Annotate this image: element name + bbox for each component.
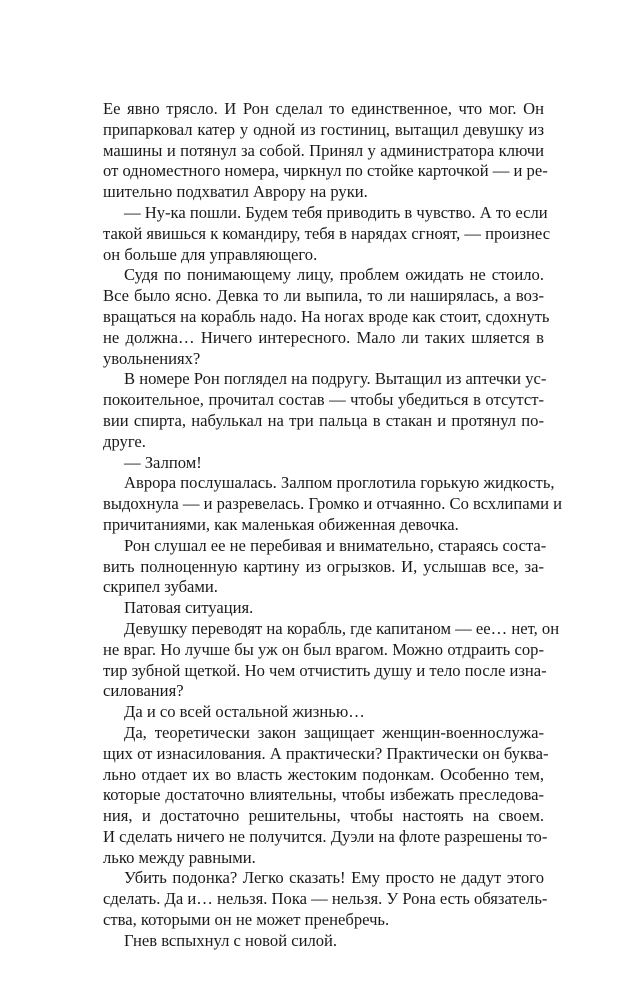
text-line: ства, которыми он не может пренебречь. xyxy=(103,910,390,930)
text-line: лько между равными. xyxy=(103,847,256,867)
text-line: Девушку переводят на корабль, где капитаном — ее… нет, он xyxy=(124,618,560,638)
text-line: силования? xyxy=(103,681,184,701)
text-line: Аврора послушалась. Залпом проглотила горькую жидкость, xyxy=(124,473,555,493)
text-line: тир зубной щеткой. Но чем отчистить душу и тело после изна- xyxy=(103,660,547,680)
text-line: — Залпом! xyxy=(124,452,202,472)
book-page-text xyxy=(103,99,563,952)
text-line: И сделать ничего не получится. Дуэли на флоте разрешены то- xyxy=(103,826,548,846)
text-line: он больше для управляющего. xyxy=(103,244,318,264)
text-line: которые достаточно влиятельны, чтобы избежать преследова- xyxy=(103,785,544,805)
text-line: Убить подонка? Легко сказать! Ему просто не дадут этого xyxy=(124,868,544,888)
text-line: выдохнула — и разревелась. Громко и отчаянно. Со всхлипами и xyxy=(103,494,563,514)
text-line: ния, и достаточно решительны, чтобы настоять на своем. xyxy=(103,806,544,826)
text-line: причитаниями, как маленькая обиженная девочка. xyxy=(103,514,459,534)
text-line: не должна… Ничего интересного. Мало ли таких шляется в xyxy=(103,327,544,347)
text-line: шительно подхватил Аврору на руки. xyxy=(103,182,368,202)
text-line: машины и потянул за собой. Принял у администратора ключи xyxy=(103,140,544,160)
text-line: Ее явно трясло. И Рон сделал то единственное, что мог. Он xyxy=(103,99,544,118)
text-line: сделать. Да и… нельзя. Пока — нельзя. У Рона есть обязатель- xyxy=(103,889,548,909)
text-line: припарковал катер у одной из гостиниц, вытащил девушку из xyxy=(103,119,544,139)
text-line: Да и со всей остальной жизнью… xyxy=(124,702,365,722)
text-line: вращаться на корабль надо. На ногах вроде как стоит, сдохнуть xyxy=(103,306,550,326)
text-line: Да, теоретически закон защищает женщин-военнослужа- xyxy=(124,722,544,742)
text-line: друге. xyxy=(103,431,146,451)
text-line: вить полноценную картину из огрызков. И, услышав все, за- xyxy=(103,556,544,576)
text-line: щих от изнасилования. А практически? Практически он буква- xyxy=(103,743,549,763)
text-line: Судя по понимающему лицу, проблем ожидать не стоило. xyxy=(124,265,544,285)
text-line: В номере Рон поглядел на подругу. Вытащил из аптечки ус- xyxy=(124,369,547,389)
text-line: такой явишься к командиру, тебя в нарядах сгноят, — произнес xyxy=(103,223,551,243)
text-line: скрипел зубами. xyxy=(103,577,218,597)
text-line: Рон слушал ее не перебивая и внимательно, стараясь соста- xyxy=(124,535,547,555)
text-line: Гнев вспыхнул с новой силой. xyxy=(124,930,338,950)
text-line: Патовая ситуация. xyxy=(124,598,254,618)
text-line: льно отдает их во власть жестоким подонкам. Особенно тем, xyxy=(103,764,544,784)
text-line: — Ну-ка пошли. Будем тебя приводить в чувство. А то если xyxy=(124,202,548,222)
text-line: от одноместного номера, чиркнул по стойке карточкой — и ре- xyxy=(103,161,548,181)
text-line: вии спирта, набулькал на три пальца в стакан и протянул по- xyxy=(103,410,544,430)
text-line: покоительное, прочитал состав — чтобы убедиться в отсутст- xyxy=(103,390,544,410)
text-line: увольнениях? xyxy=(103,348,201,368)
text-line: Все было ясно. Девка то ли выпила, то ли наширялась, а воз- xyxy=(103,286,544,306)
text-line: не враг. Но лучше бы уж он был врагом. Можно отдраить сор- xyxy=(103,639,544,659)
